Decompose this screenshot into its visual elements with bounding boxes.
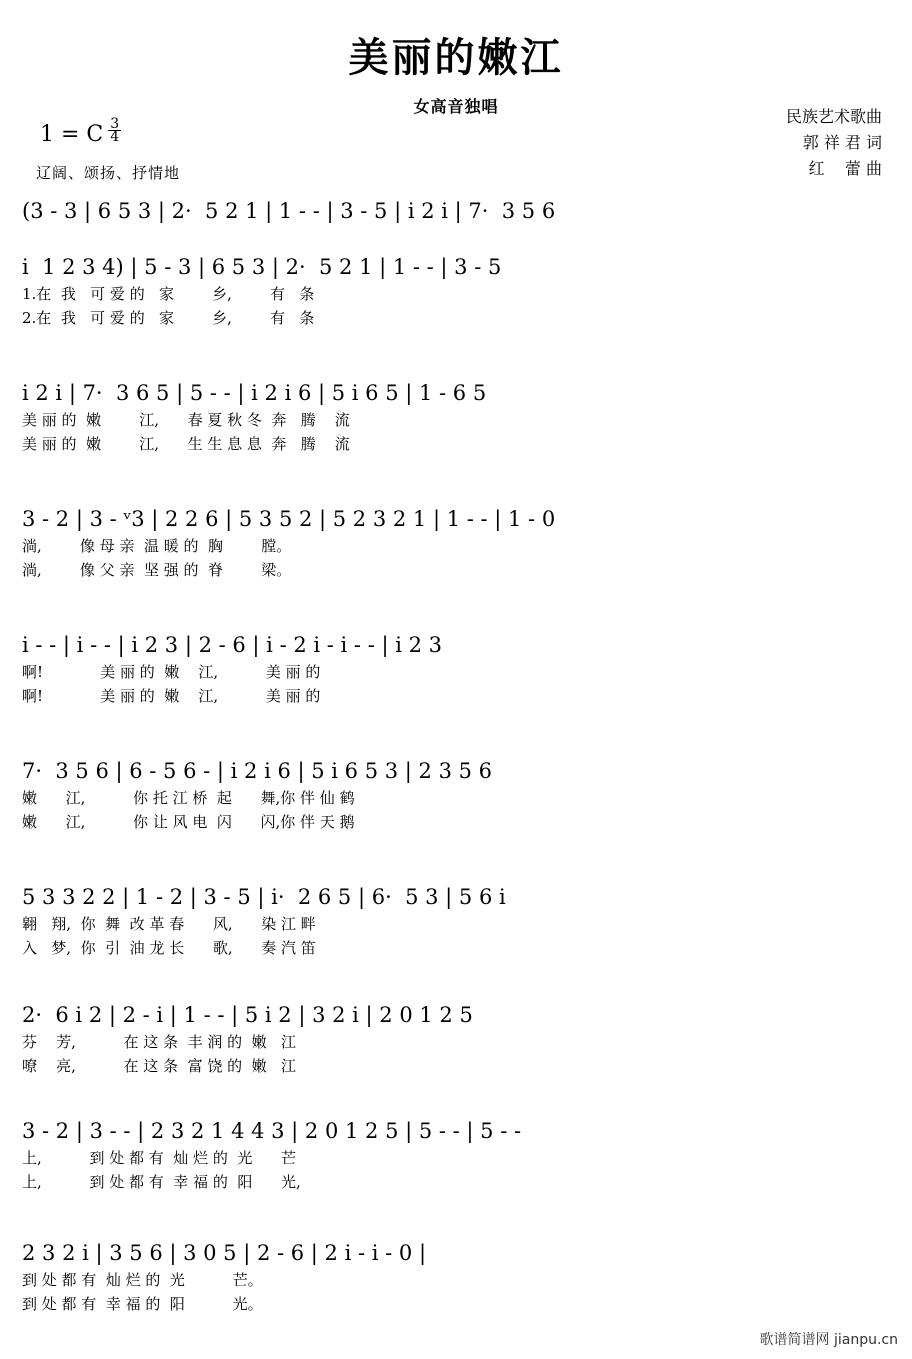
lyric-line-verse-2: 美 丽 的 嫩 江, 生 生 息 息 奔 腾 流 (22, 435, 350, 453)
music-system-2 (22, 252, 894, 330)
lyric-line-verse-2: 到 处 都 有 幸 福 的 阳 光。 (22, 1295, 263, 1313)
watermark: 歌谱简谱网 jianpu.cn (759, 1332, 898, 1348)
note-line: i 2 i | 7· 3 6 5 | 5 - - | i 2 i 6 | 5 i 6 5 | 1 - 6 5 (22, 381, 487, 405)
music-system-3 (22, 378, 894, 456)
lyric-line-verse-2: 淌, 像 父 亲 坚 强 的 脊 梁。 (22, 561, 292, 579)
note-line: 3 - 2 | 3 - - | 2 3 2 1 4 4 3 | 2 0 1 2 5 | 5 - - | 5 - - (22, 1119, 522, 1143)
lyric-line-verse-2: 嫩 江, 你 让 风 电 闪 闪,你 伴 天 鹅 (22, 813, 355, 831)
key-signature-text: 1 = C (40, 122, 104, 147)
note-line: i - - | i - - | i 2 3 | 2 - 6 | i - 2 i - i - - | i 2 3 (22, 633, 443, 657)
subtitle: 女高音独唱 (413, 97, 499, 116)
lyric-line-verse-1: 上, 到 处 都 有 灿 烂 的 光 芒 (22, 1149, 296, 1167)
lyric-line-verse-2: 啊! 美 丽 的 嫩 江, 美 丽 的 (22, 687, 321, 705)
credit-line-1: 民族艺术歌曲 (785, 107, 882, 126)
note-line: i 1 2 3 4) | 5 - 3 | 6 5 3 | 2· 5 2 1 | 1 - - | 3 - 5 (22, 255, 502, 279)
music-system-4 (22, 504, 894, 582)
lyric-line-verse-1: 到 处 都 有 灿 烂 的 光 芒。 (22, 1271, 263, 1289)
note-line: 2 3 2 i | 3 5 6 | 3 0 5 | 2 - 6 | 2 i - i - 0 | (22, 1241, 427, 1265)
time-signature (108, 118, 121, 143)
music-system-9 (22, 1116, 894, 1194)
lyric-line-verse-1: 美 丽 的 嫩 江, 春 夏 秋 冬 奔 腾 流 (22, 411, 350, 429)
lyric-line-verse-2: 入 梦, 你 引 油 龙 长 歌, 奏 汽 笛 (22, 939, 316, 957)
time-signature-denominator: 4 (110, 129, 120, 145)
key-signature (40, 116, 121, 147)
credits-block (702, 104, 882, 182)
music-system-6 (22, 756, 894, 834)
music-system-5 (22, 630, 894, 708)
lyric-line-verse-1: 翱 翔, 你 舞 改 革 春 风, 染 江 畔 (22, 915, 316, 933)
tempo-marking: 辽阔、颂扬、抒情地 (36, 164, 181, 182)
credit-line-3: 红 蕾 曲 (808, 159, 882, 178)
music-system-10 (22, 1238, 894, 1316)
note-line: 5 3 3 2 2 | 1 - 2 | 3 - 5 | i· 2 6 5 | 6· 5 3 | 5 6 i (22, 885, 506, 909)
lyric-line-verse-1: 嫩 江, 你 托 江 桥 起 舞,你 伴 仙 鹤 (22, 789, 355, 807)
time-signature-numerator: 3 (110, 116, 120, 132)
credit-line-2: 郭 祥 君 词 (802, 133, 882, 152)
music-system-7 (22, 882, 894, 960)
note-line: 7· 3 5 6 | 6 - 5 6 - | i 2 i 6 | 5 i 6 5 3 | 2 3 5 6 (22, 759, 493, 783)
lyric-line-verse-2: 嘹 亮, 在 这 条 富 饶 的 嫩 江 (22, 1057, 296, 1075)
music-system-1 (22, 196, 894, 226)
music-system-8 (22, 1000, 894, 1078)
page-title: 美丽的嫩江 (348, 34, 564, 81)
lyric-line-verse-1: 芬 芳, 在 这 条 丰 润 的 嫩 江 (22, 1033, 296, 1051)
lyric-line-verse-2: 2.在 我 可 爱 的 家 乡, 有 条 (22, 309, 315, 327)
note-line: 3 - 2 | 3 - ᵛ3 | 2 2 6 | 5 3 5 2 | 5 2 3 2 1 | 1 - - | 1 - 0 (22, 507, 556, 531)
lyric-line-verse-1: 啊! 美 丽 的 嫩 江, 美 丽 的 (22, 663, 321, 681)
lyric-line-verse-2: 上, 到 处 都 有 幸 福 的 阳 光, (22, 1173, 301, 1191)
note-line: 2· 6 i 2 | 2 - i | 1 - - | 5 i 2 | 3 2 i | 2 0 1 2 5 (22, 1003, 473, 1027)
lyric-line-verse-1: 淌, 像 母 亲 温 暖 的 胸 膛。 (22, 537, 292, 555)
lyric-line-verse-1: 1.在 我 可 爱 的 家 乡, 有 条 (22, 285, 315, 303)
note-line: (3 - 3 | 6 5 3 | 2· 5 2 1 | 1 - - | 3 - 5 | i 2 i | 7· 3 5 6 (22, 199, 556, 223)
